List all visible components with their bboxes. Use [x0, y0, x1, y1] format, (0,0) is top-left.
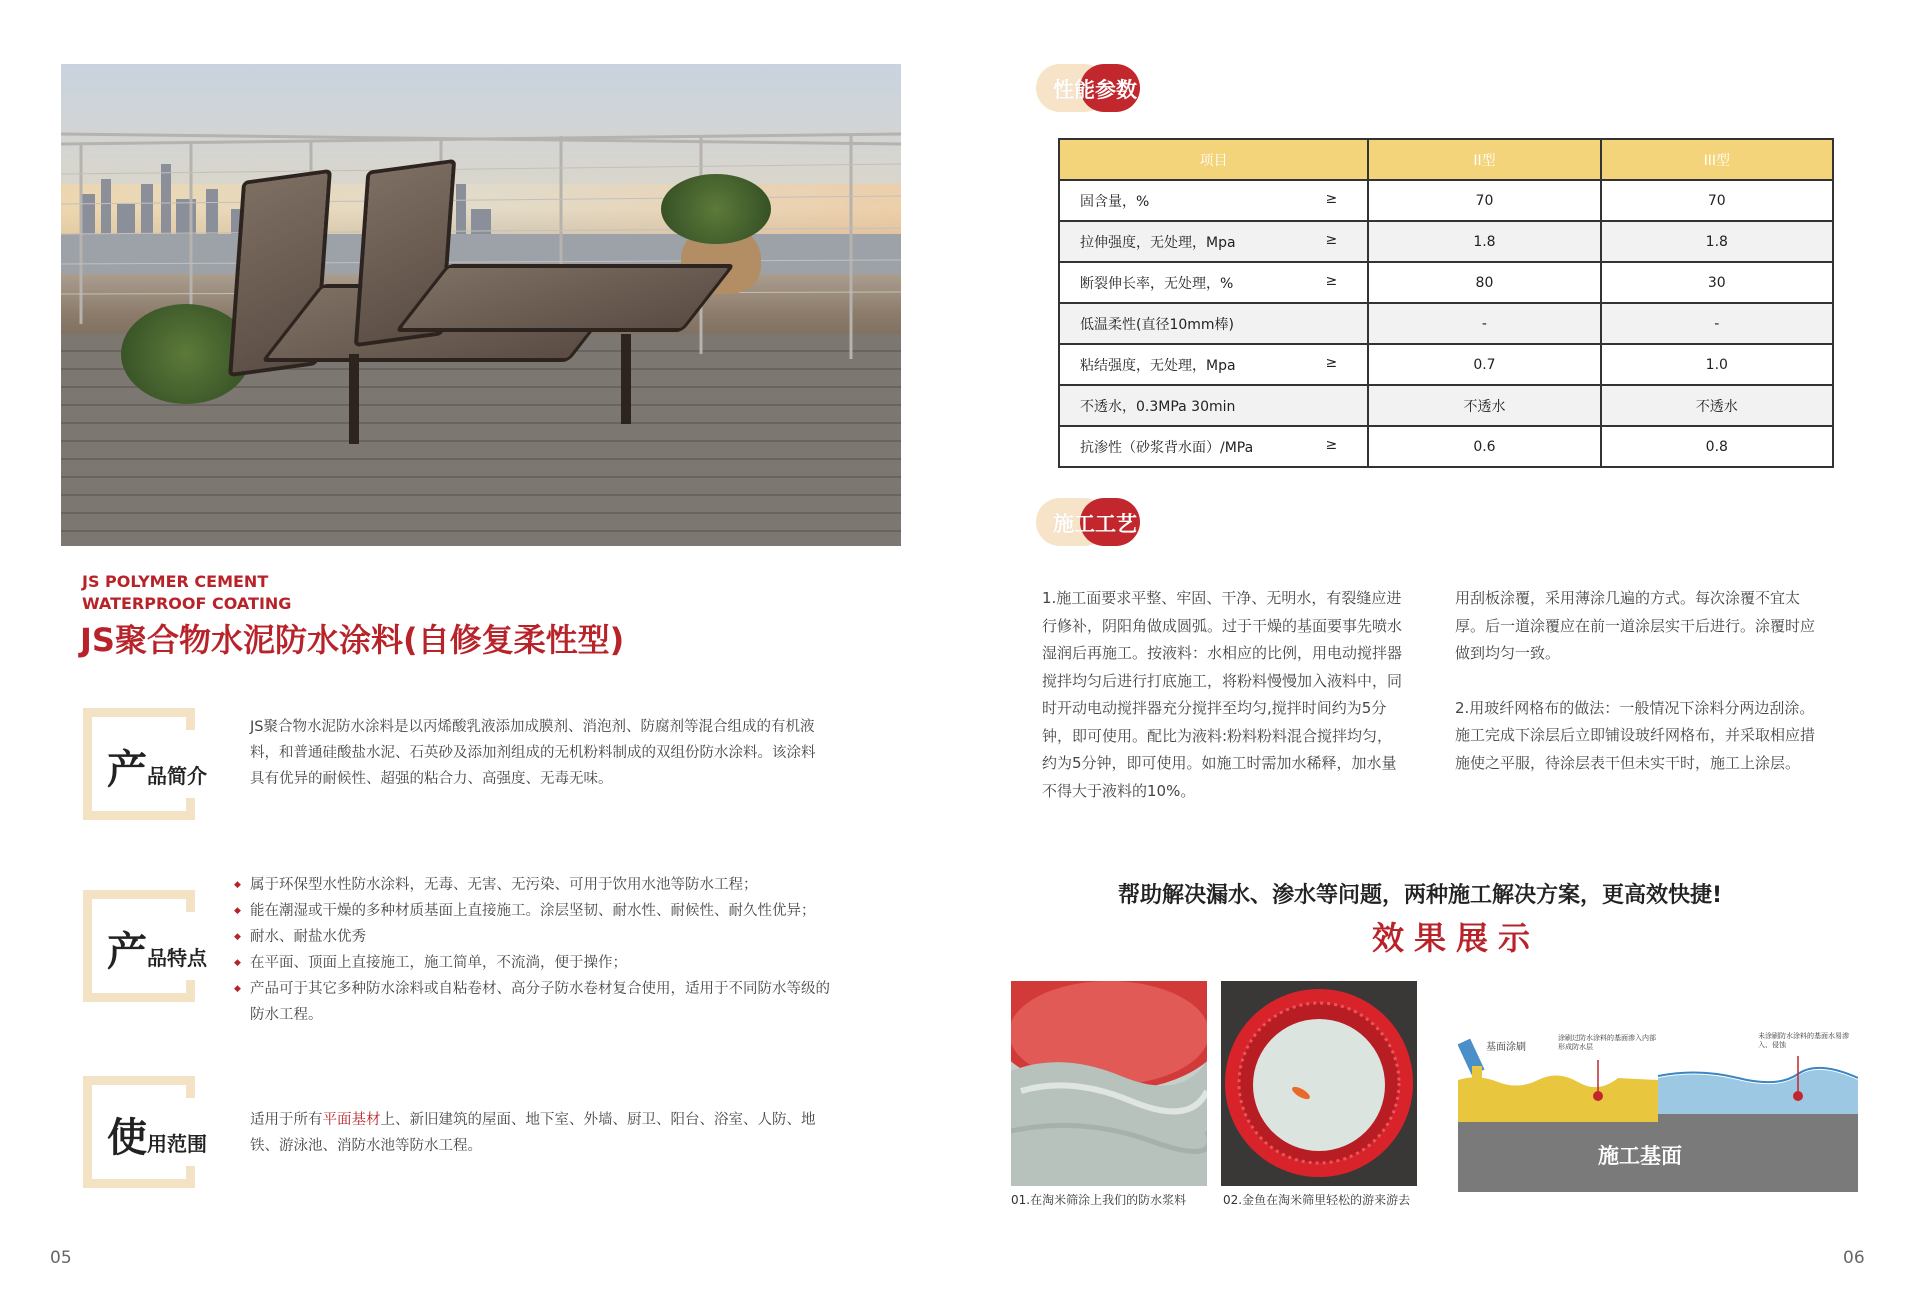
- photo-caption: 02.金鱼在淘米筛里轻松的游来游去: [1223, 1193, 1411, 1207]
- photo-goldfish-sieve: [1221, 981, 1417, 1186]
- section-bracket-features: [83, 890, 207, 1002]
- section-bracket-intro: [83, 708, 207, 820]
- product-title-cn: JS聚合物水泥防水涂料(自修复柔性型): [80, 621, 625, 659]
- product-title-en-line1: JS POLYMER CEMENT: [82, 572, 269, 591]
- diagram-label-penetrate: 涂刷过防水涂料的基面渗入内部形成防水层: [1558, 1034, 1656, 1051]
- product-title-en-line2: WATERPROOF COATING: [82, 594, 292, 613]
- table-header: II型: [1368, 139, 1600, 180]
- process-col2-paragraph: 2.用玻纤网格布的做法：一般情况下涂料分两边刮涂。施工完成下涂层后立即铺设玻纤网格布，并采取相应措施使之平服，待涂层表干但未实干时，施工上涂层。: [1455, 698, 1816, 772]
- table-header: III型: [1601, 139, 1833, 180]
- params-heading: 性能参数: [1053, 78, 1137, 102]
- list-item: ◆ 产品可于其它多种防水涂料或自粘卷材、高分子防水卷材复合使用，适用于不同防水等级的防水工程。: [234, 976, 834, 1028]
- diagram-label-brush: 基面涂刷: [1486, 1042, 1526, 1053]
- process-heading: 施工工艺: [1053, 512, 1137, 536]
- section-label-small: 品简介: [147, 764, 207, 788]
- usage-highlight: 平面基材: [322, 1112, 381, 1128]
- hero-photo-rooftop-deck: [61, 64, 901, 546]
- diagram-label-unpainted: 未涂刷防水涂料的基面水易渗入、侵蚀: [1758, 1032, 1849, 1049]
- section-label-big: 使: [107, 1115, 147, 1161]
- process-text-col1: 1.施工面要求平整、牢固、干净、无明水，有裂缝应进行修补，阴阳角做成圆弧。过于干燥的基面要事先喷水湿润后再施工。按液料：水相应的比例，用电动搅拌器搅拌均匀后进行打底施工，将粉料慢慢加入液料中，同时开动电动搅拌器充分搅拌至均匀,搅拌时间约为5分钟，即可使用。配比为液料:粉料粉料混合搅拌均匀，约为5分钟，即可使用。如施工时需加水稀释，加水量不得大于液料的10%。: [1042, 589, 1403, 800]
- heading-pill-process: [1036, 498, 1166, 546]
- section-label-small: 品特点: [147, 946, 207, 970]
- list-item: ◆ 能在潮湿或干燥的多种材质基面上直接施工。涂层坚韧、耐水性、耐候性、耐久性优异；: [234, 898, 834, 924]
- section-label-big: 产: [107, 747, 147, 793]
- slogan: 帮助解决漏水、渗水等问题，两种施工解决方案，更高效快捷!: [1118, 883, 1723, 908]
- photo-caption: 01.在淘米筛涂上我们的防水浆料: [1011, 1193, 1187, 1207]
- list-item: ◆ 耐水、耐盐水优秀: [234, 924, 834, 950]
- page-number-right: 06: [1843, 1248, 1865, 1268]
- section-label-small: 用范围: [147, 1132, 207, 1156]
- heading-pill-params: [1036, 64, 1166, 112]
- params-table: [1058, 138, 1834, 468]
- section-bracket-usage: [83, 1076, 207, 1188]
- usage-text: 适用于所有平面基材上、新旧建筑的屋面、地下室、外墙、厨卫、阳台、浴室、人防、地铁、游泳池、消防水池等防水工程。: [250, 1112, 816, 1154]
- table-row: 抗渗性（砂浆背水面）/MPa ≥ 0.6 0.8: [1059, 426, 1833, 467]
- list-item: ◆ 在平面、顶面上直接施工，施工简单，不流淌，便于操作；: [234, 950, 834, 976]
- intro-text: JS聚合物水泥防水涂料是以丙烯酸乳液添加成膜剂、消泡剂、防腐剂等混合组成的有机液料，和普通硅酸盐水泥、石英砂及添加剂组成的无机粉料制成的双组份防水涂料。该涂料具有优异的耐候性、超强的粘合力、高强度、无毒无味。: [250, 719, 816, 787]
- product-title-en: [82, 571, 291, 615]
- table-row: 断裂伸长率，无处理，% ≥ 80 30: [1059, 262, 1833, 303]
- plant: [661, 174, 771, 244]
- section-label-big: 产: [107, 929, 147, 975]
- photo-sieve-coated: [1011, 981, 1207, 1186]
- waterproof-diagram: [1458, 1032, 1858, 1192]
- page-number-left: 05: [50, 1248, 72, 1268]
- table-header: 项目: [1059, 139, 1368, 180]
- process-text-col2: [1455, 585, 1825, 777]
- table-row: 低温柔性(直径10mm棒) - -: [1059, 303, 1833, 344]
- feature-list: [234, 872, 834, 1028]
- table-row: 拉伸强度，无处理，Mpa ≥ 1.8 1.8: [1059, 221, 1833, 262]
- table-row: 粘结强度，无处理，Mpa ≥ 0.7 1.0: [1059, 344, 1833, 385]
- process-col2-paragraph: 用刮板涂覆，采用薄涂几遍的方式。每次涂覆不宜太厚。后一道涂覆应在前一道涂层实干后进行。涂覆时应做到均匀一致。: [1455, 589, 1816, 662]
- table-row: 固含量，% ≥ 70 70: [1059, 180, 1833, 221]
- effect-heading: 效果展示: [1372, 919, 1541, 957]
- lounge-chair-seat: [394, 264, 735, 332]
- table-row: 不透水，0.3MPa 30min 不透水 不透水: [1059, 385, 1833, 426]
- diagram-label-base: 施工基面: [1598, 1144, 1682, 1168]
- list-item: ◆ 属于环保型水性防水涂料，无毒、无害、无污染、可用于饮用水池等防水工程；: [234, 872, 834, 898]
